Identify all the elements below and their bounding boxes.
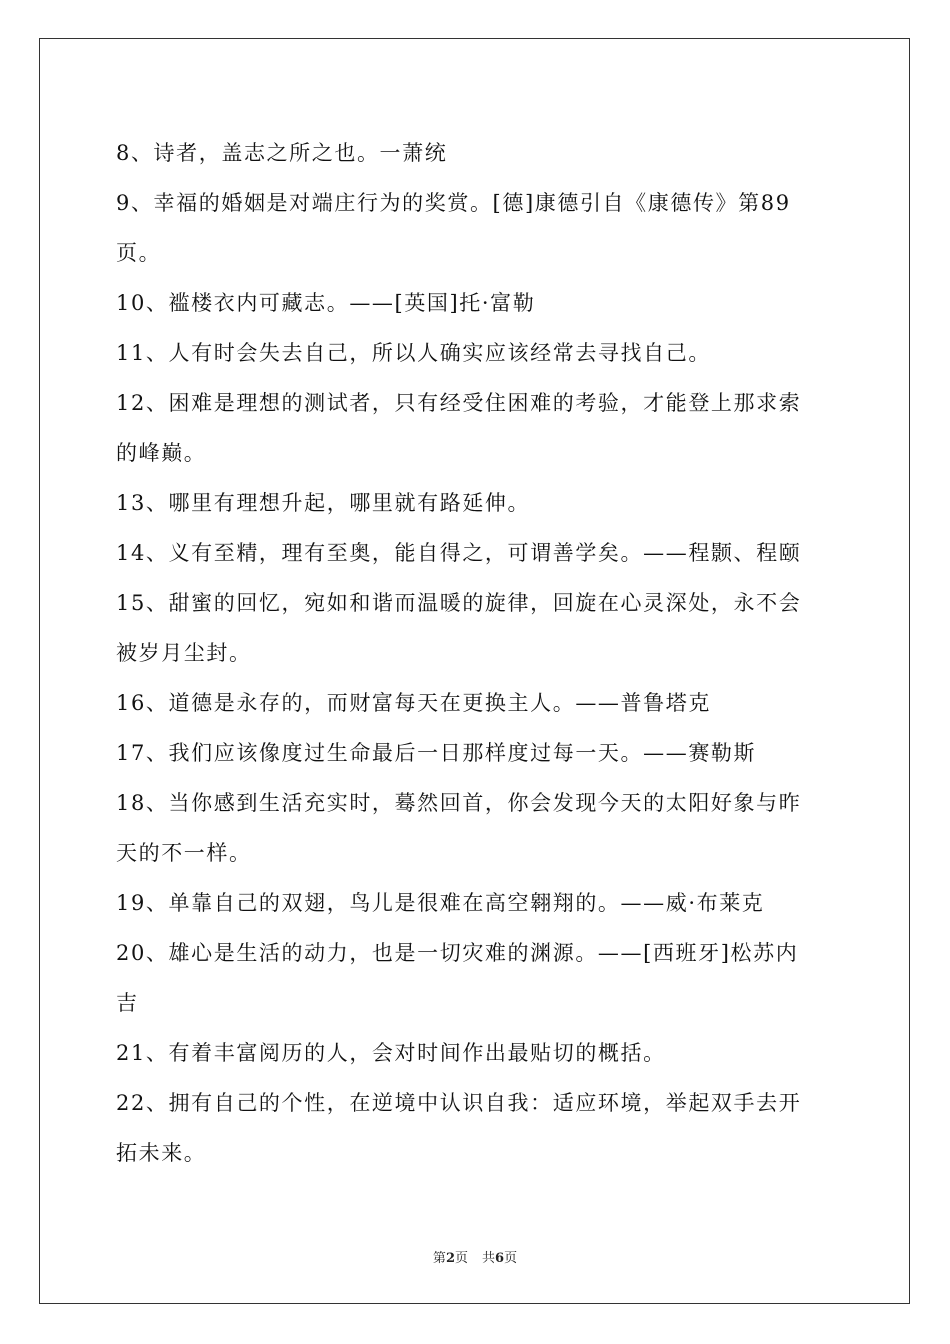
page-footer <box>0 1247 950 1266</box>
document-body <box>116 128 836 1178</box>
text-line: 11、人有时会失去自己，所以人确实应该经常去寻找自己。 <box>116 341 711 365</box>
total-suffix: 页 <box>504 1251 518 1266</box>
text-line: 吉 <box>116 991 139 1015</box>
text-line: 8、诗者，盖志之所之也。一萧统 <box>116 141 448 165</box>
text-line: 20、雄心是生活的动力，也是一切灾难的渊源。——[西班牙]松苏内 <box>116 941 799 965</box>
text-line: 天的不一样。 <box>116 841 252 865</box>
text-line: 16、道德是永存的，而财富每天在更换主人。——普鲁塔克 <box>116 691 711 715</box>
total-page-number: 6 <box>495 1251 505 1266</box>
total-prefix: 共 <box>482 1251 496 1266</box>
text-line: 9、幸福的婚姻是对端庄行为的奖赏。[德]康德引自《康德传》第89 <box>116 191 791 215</box>
text-line: 被岁月尘封。 <box>116 641 252 665</box>
text-line: 的峰巅。 <box>116 441 207 465</box>
current-page-number: 2 <box>445 1251 455 1266</box>
text-line: 14、义有至精，理有至奥，能自得之，可谓善学矣。——程颢、程颐 <box>116 541 802 565</box>
text-line: 22、拥有自己的个性，在逆境中认识自我：适应环境，举起双手去开 <box>116 1091 802 1115</box>
text-line: 页。 <box>116 241 162 265</box>
text-line: 21、有着丰富阅历的人，会对时间作出最贴切的概括。 <box>116 1041 666 1065</box>
text-line: 18、当你感到生活充实时，蓦然回首，你会发现今天的太阳好象与昨 <box>116 791 802 815</box>
text-line: 17、我们应该像度过生命最后一日那样度过每一天。——赛勒斯 <box>116 741 757 765</box>
page-suffix: 页 <box>454 1251 468 1266</box>
text-line: 12、困难是理想的测试者，只有经受住困难的考验，才能登上那求索 <box>116 391 802 415</box>
text-line: 15、甜蜜的回忆，宛如和谐而温暖的旋律，回旋在心灵深处，永不会 <box>116 591 802 615</box>
text-line: 10、褴楼衣内可藏志。——[英国]托·富勒 <box>116 291 536 315</box>
text-line: 19、单靠自己的双翅，鸟儿是很难在高空翱翔的。——威·布莱克 <box>116 891 765 915</box>
text-line: 拓未来。 <box>116 1141 207 1165</box>
text-line: 13、哪里有理想升起，哪里就有路延伸。 <box>116 491 531 515</box>
page-prefix: 第 <box>432 1251 446 1266</box>
